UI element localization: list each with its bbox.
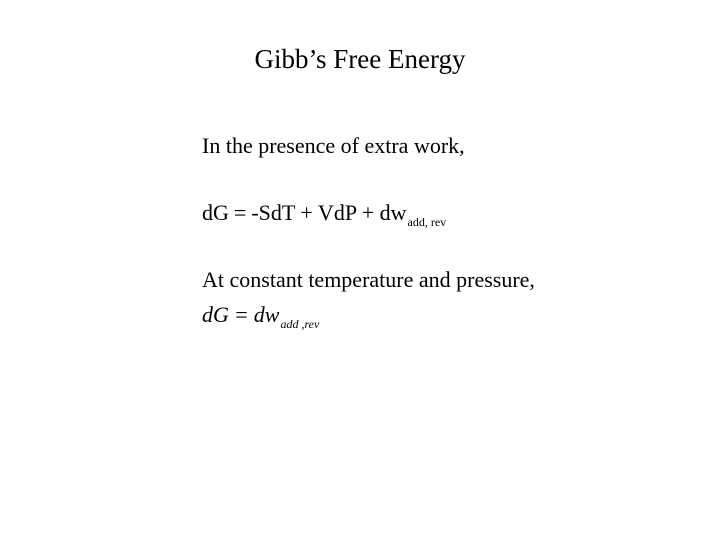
special-equation — [202, 301, 319, 332]
equation-equals-sign: = — [233, 200, 247, 225]
slide-title: Gibb’s Free Energy — [254, 44, 466, 74]
intro-text: In the presence of extra work, — [202, 133, 465, 158]
equation-lhs: dG — [202, 200, 229, 225]
equation-subscript: add, rev — [407, 215, 447, 229]
special-equation-subscript: add ,rev — [280, 317, 320, 331]
special-equation-lhs: dG — [202, 302, 229, 327]
general-equation — [202, 199, 446, 230]
equation-rhs: -SdT + VdP + dw — [251, 200, 407, 225]
special-equation-equals-sign: = — [233, 302, 249, 327]
condition-text: At constant temperature and pressure, — [202, 267, 535, 292]
special-equation-rhs: dw — [253, 302, 280, 327]
